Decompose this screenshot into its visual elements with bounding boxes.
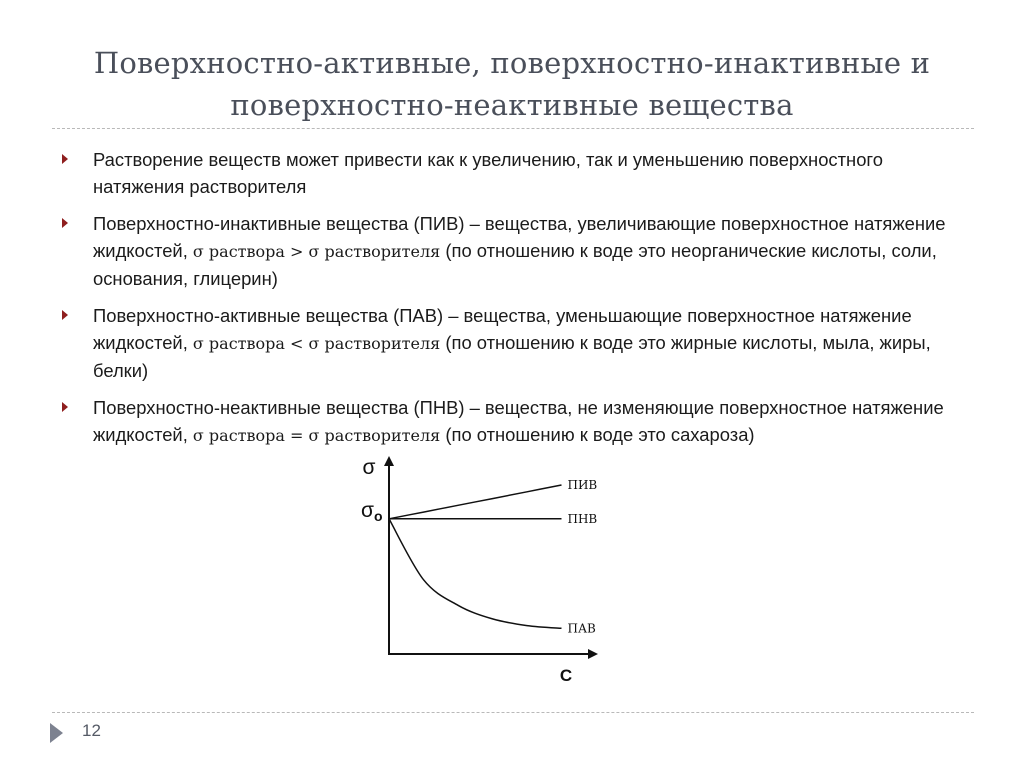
page-number: 12 bbox=[82, 721, 101, 740]
bullet-arrow-icon bbox=[62, 154, 68, 164]
bullet-item bbox=[58, 302, 958, 384]
bullet-text: Поверхностно-активные вещества (ПАВ) – вещества, уменьшающие поверхностное натяжение жидкостей, bbox=[93, 305, 912, 353]
bullet-text: Поверхностно-неактивные вещества (ПНВ) – вещества, не изменяющие поверхностное натяжение жидкостей, bbox=[93, 397, 944, 445]
bullet-arrow-icon bbox=[62, 310, 68, 320]
bullet-formula: σ раствора > σ растворителя bbox=[192, 242, 441, 261]
bullet-list bbox=[58, 146, 958, 459]
bullet-text-tail: (по отношению к воде это сахароза) bbox=[440, 424, 755, 445]
y-tick-label: σo bbox=[361, 499, 383, 524]
bullet-text-tail: (по отношению к воде это жирные кислоты, мыла, жиры, белки) bbox=[93, 332, 931, 381]
surface-tension-chart bbox=[340, 450, 610, 690]
slide-title-line-1: Поверхностно-активные, поверхностно-инактивные и bbox=[93, 46, 931, 80]
bullet-text: Растворение веществ может привести как к увеличению, так и уменьшению поверхностного натяжения растворителя bbox=[93, 149, 883, 197]
series-line-0 bbox=[389, 485, 562, 519]
bullet-text-tail: (по отношению к воде это неорганические кислоты, соли, основания, глицерин) bbox=[93, 240, 937, 289]
series-layer bbox=[389, 478, 597, 635]
x-axis-label: С bbox=[559, 666, 573, 685]
bottom-divider bbox=[52, 712, 974, 713]
bullet-item bbox=[58, 394, 958, 449]
slide-title-line-2: поверхностно-неактивные вещества bbox=[230, 88, 794, 122]
nav-play-icon[interactable] bbox=[50, 723, 63, 743]
bullet-item bbox=[58, 146, 958, 200]
bullet-arrow-icon bbox=[62, 218, 68, 228]
top-divider bbox=[52, 128, 974, 129]
series-label-1: ПНВ bbox=[567, 511, 598, 526]
series-label-0: ПИВ bbox=[567, 478, 598, 492]
series-line-2 bbox=[389, 519, 562, 629]
bullet-arrow-icon bbox=[62, 402, 68, 412]
bullet-formula: σ раствора = σ растворителя bbox=[192, 426, 441, 445]
bullet-text: Поверхностно-инактивные вещества (ПИВ) – вещества, увеличивающие поверхностное натяжение жидкостей, bbox=[93, 213, 946, 261]
bullet-item bbox=[58, 210, 958, 292]
series-label-2: ПАВ bbox=[567, 621, 596, 636]
slide-title bbox=[40, 42, 984, 126]
bullet-formula: σ раствора < σ растворителя bbox=[192, 334, 441, 353]
y-axis-label: σ bbox=[362, 456, 376, 479]
